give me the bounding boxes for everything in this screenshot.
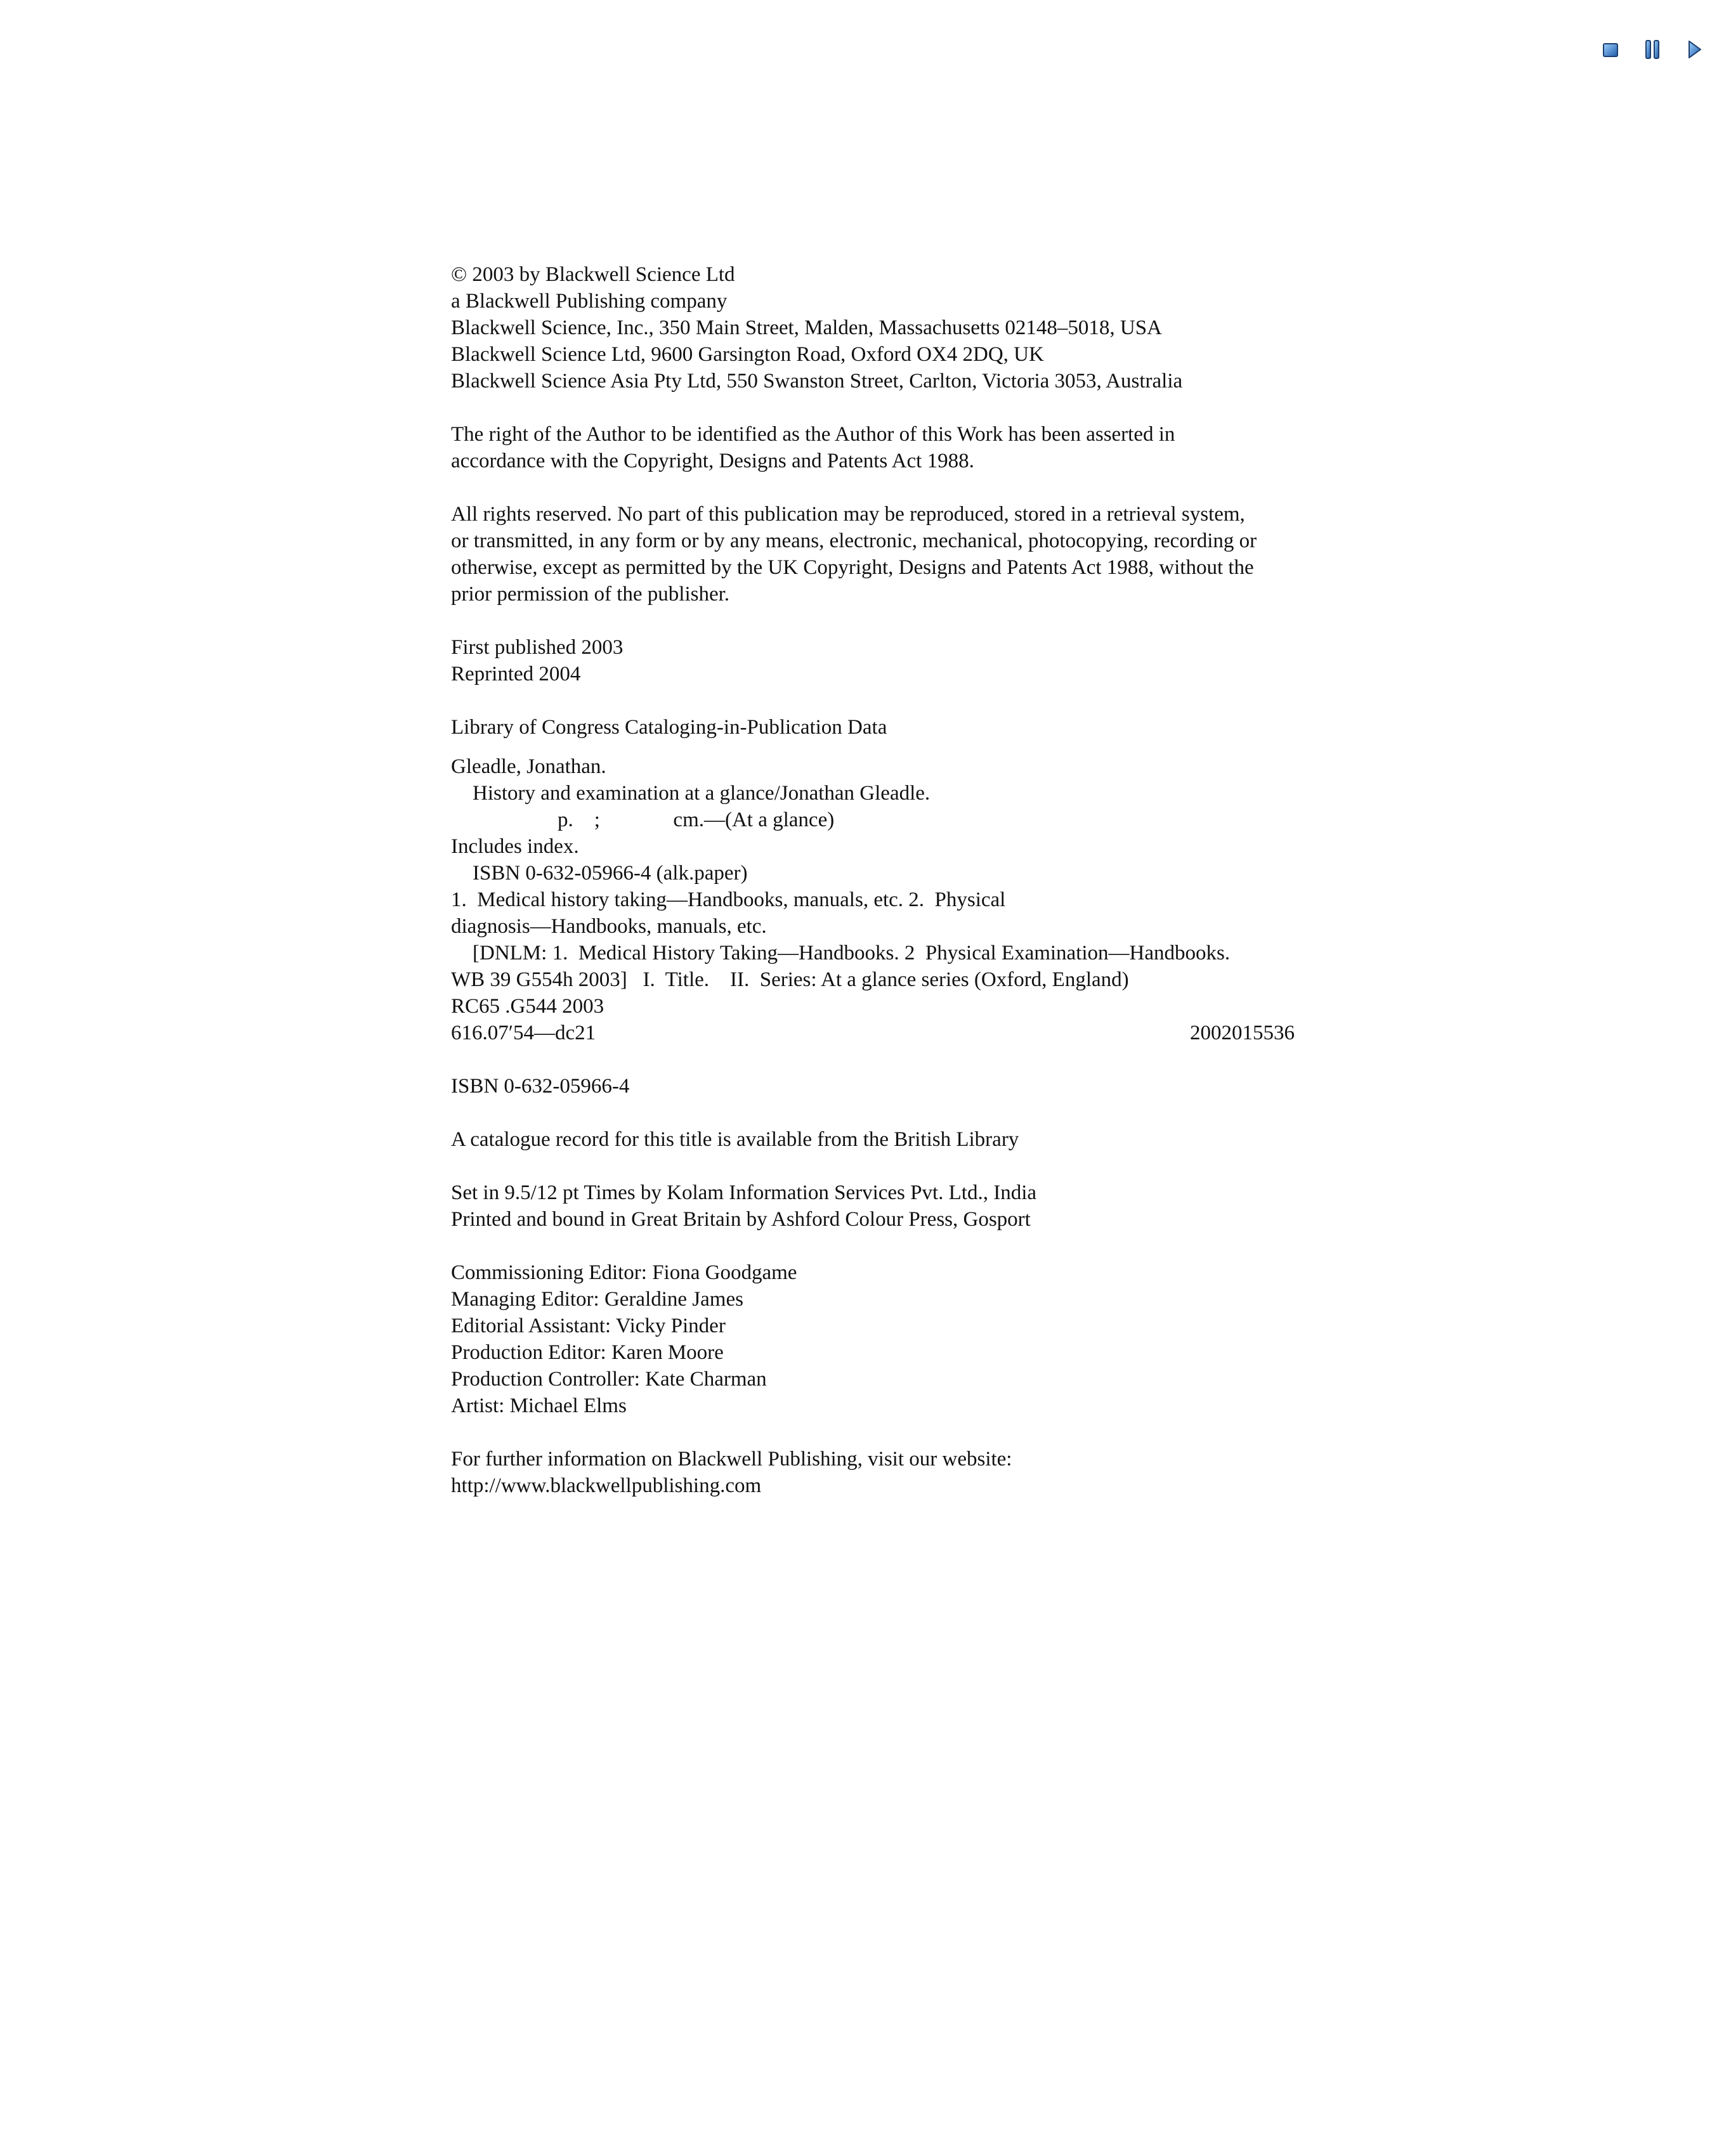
- spacer: [451, 1233, 1326, 1259]
- spacer: [451, 1419, 1326, 1446]
- stop-icon: [1601, 40, 1620, 59]
- play-button[interactable]: [1683, 38, 1706, 61]
- cip-isbn: ISBN 0-632-05966-4 (alk.paper): [473, 862, 748, 885]
- cip-heading: Library of Congress Cataloging-in-Publication Data: [451, 716, 887, 739]
- credit-line: Editorial Assistant: Vicky Pinder: [451, 1315, 726, 1337]
- cip-subjects: diagnosis—Handbooks, manuals, etc.: [451, 915, 767, 938]
- credit-line: Artist: Michael Elms: [451, 1394, 627, 1417]
- rights-reserved-line: All rights reserved. No part of this publication may be reproduced, stored in a retrieval system,: [451, 503, 1245, 526]
- credit-line: Commissioning Editor: Fiona Goodgame: [451, 1261, 797, 1284]
- address-line: Blackwell Science Asia Pty Ltd, 550 Swanston Street, Carlton, Victoria 3053, Australia: [451, 370, 1183, 393]
- cip-lccn: 2002015536: [1190, 1022, 1295, 1044]
- pause-button[interactable]: [1641, 38, 1664, 61]
- isbn: ISBN 0-632-05966-4: [451, 1075, 630, 1098]
- author-rights-block: [451, 421, 1326, 474]
- british-library-note: A catalogue record for this title is available from the British Library: [451, 1128, 1019, 1151]
- cip-classification-row: [451, 1020, 1295, 1046]
- cip-dewey: 616.07′54—dc21: [451, 1022, 596, 1044]
- publication-history: [451, 634, 1326, 687]
- printed-line: Printed and bound in Great Britain by Ashford Colour Press, Gosport: [451, 1208, 1031, 1231]
- copyright-page: [451, 261, 1326, 1499]
- publisher-line: a Blackwell Publishing company: [451, 290, 728, 313]
- spacer: [451, 474, 1326, 501]
- cip-call-number: RC65 .G544 2003: [451, 995, 604, 1018]
- spacer: [451, 394, 1326, 421]
- cip-index: Includes index.: [451, 835, 579, 858]
- website-intro: For further information on Blackwell Publishing, visit our website:: [451, 1448, 1012, 1471]
- cip-block: [451, 714, 1326, 1046]
- stop-button[interactable]: [1599, 38, 1622, 61]
- play-icon: [1685, 39, 1704, 60]
- rights-reserved-line: otherwise, except as permitted by the UK Copyright, Designs and Patents Act 1988, without the: [451, 556, 1254, 579]
- copyright-line: © 2003 by Blackwell Science Ltd: [451, 263, 735, 286]
- author-rights-line: The right of the Author to be identified as the Author of this Work has been asserted in: [451, 423, 1175, 446]
- first-published: First published 2003: [451, 636, 624, 659]
- credit-line: Production Controller: Kate Charman: [451, 1368, 767, 1391]
- copyright-block: [451, 261, 1326, 394]
- rights-reserved-line: prior permission of the publisher.: [451, 583, 730, 606]
- spacer: [451, 607, 1326, 634]
- spacer: [451, 1153, 1326, 1179]
- credits-block: [451, 1259, 1326, 1419]
- viewer-controls: [1599, 38, 1706, 61]
- reprinted: Reprinted 2004: [451, 663, 581, 685]
- cip-dnlm: [DNLM: 1. Medical History Taking—Handbooks. 2 Physical Examination—Handbooks.: [473, 942, 1231, 964]
- cip-subjects: 1. Medical history taking—Handbooks, manuals, etc. 2. Physical: [451, 888, 1006, 911]
- typeset-line: Set in 9.5/12 pt Times by Kolam Information Services Pvt. Ltd., India: [451, 1181, 1037, 1204]
- author-rights-line: accordance with the Copyright, Designs and Patents Act 1988.: [451, 450, 974, 472]
- cip-author: Gleadle, Jonathan.: [451, 755, 606, 778]
- cip-dnlm: WB 39 G554h 2003] I. Title. II. Series: At a glance series (Oxford, England): [451, 968, 1129, 991]
- spacer: [451, 1046, 1326, 1073]
- cip-title: History and examination at a glance/Jonathan Gleadle.: [473, 782, 931, 805]
- rights-reserved-block: [451, 501, 1326, 607]
- spacer: [451, 741, 1326, 753]
- cip-physical: p. ; cm.—(At a glance): [558, 808, 835, 831]
- website-block: [451, 1446, 1326, 1499]
- credit-line: Managing Editor: Geraldine James: [451, 1288, 743, 1311]
- production-block: [451, 1179, 1326, 1233]
- spacer: [451, 1100, 1326, 1126]
- address-line: Blackwell Science, Inc., 350 Main Street, Malden, Massachusetts 02148–5018, USA: [451, 316, 1162, 339]
- website-link[interactable]: http://www.blackwellpublishing.com: [451, 1474, 762, 1497]
- spacer: [451, 687, 1326, 714]
- rights-reserved-line: or transmitted, in any form or by any means, electronic, mechanical, photocopying, recording or: [451, 529, 1257, 552]
- pause-icon: [1643, 39, 1662, 60]
- address-line: Blackwell Science Ltd, 9600 Garsington Road, Oxford OX4 2DQ, UK: [451, 343, 1044, 366]
- credit-line: Production Editor: Karen Moore: [451, 1341, 724, 1364]
